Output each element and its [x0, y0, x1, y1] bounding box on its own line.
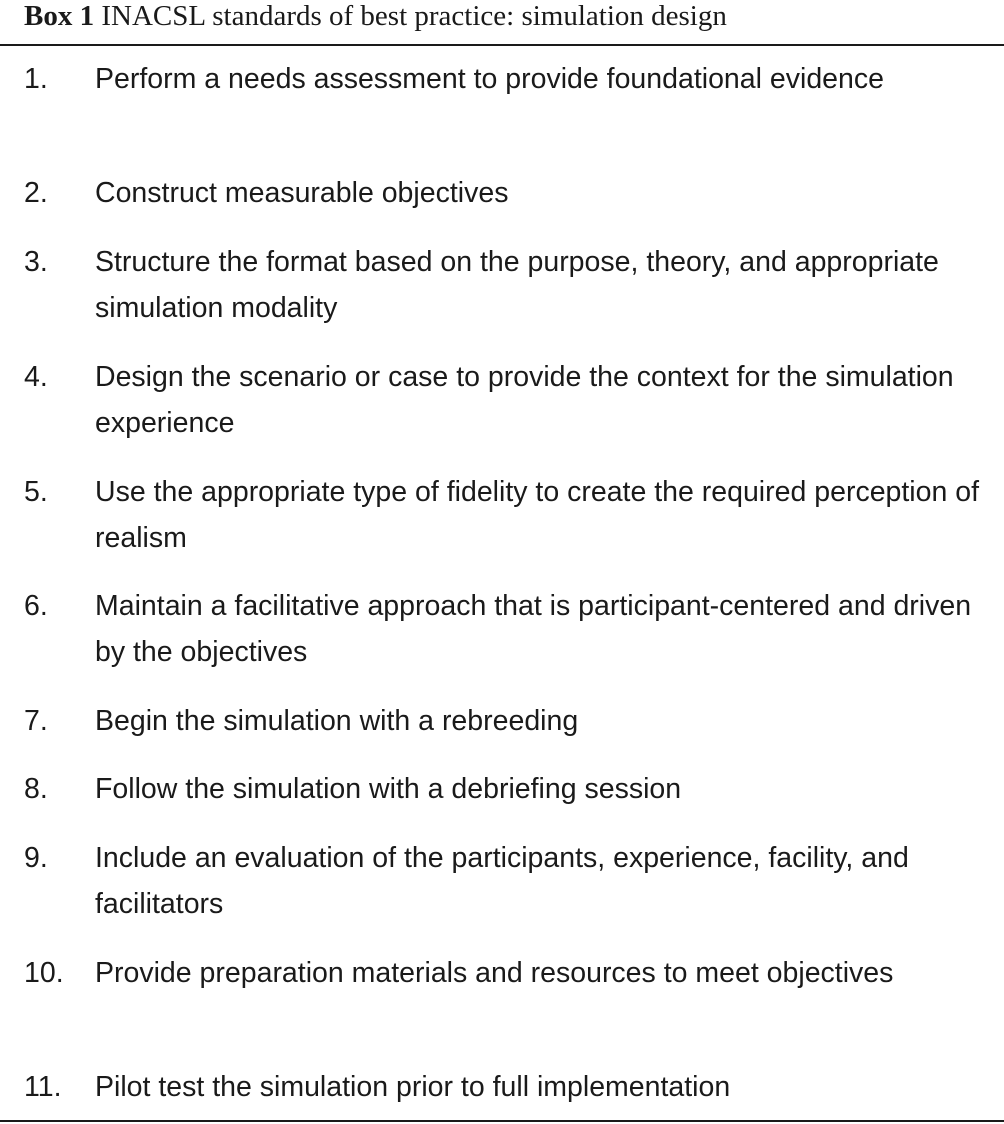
item-number: 8. [24, 773, 48, 805]
box-title: INACSL standards of best practice: simulation design [101, 0, 727, 32]
item-number: 5. [24, 476, 48, 508]
item-text: Maintain a facilitative approach that is participant-centered and driven by the objectives [95, 590, 972, 668]
item-text: Construct measurable objectives [95, 177, 509, 209]
item-text: Follow the simulation with a debriefing session [95, 773, 682, 805]
item-text: Use the appropriate type of fidelity to create the required perception of realism [95, 476, 980, 554]
item-text: Provide preparation materials and resources to meet objectives [95, 957, 894, 989]
item-text: Include an evaluation of the participants, experience, facility, and facilitators [95, 842, 909, 920]
item-number: 1. [24, 63, 48, 95]
item-number: 6. [24, 590, 48, 622]
item-text: Structure the format based on the purpose, theory, and appropriate simulation modality [95, 246, 939, 324]
item-number: 2. [24, 177, 48, 209]
bottom-rule [0, 1120, 1004, 1122]
item-number: 9. [24, 842, 48, 874]
item-number: 11. [24, 1071, 62, 1103]
item-text: Pilot test the simulation prior to full implementation [95, 1071, 731, 1103]
item-number: 10. [24, 957, 64, 989]
top-rule [0, 44, 1004, 46]
box-label: Box 1 [24, 0, 95, 32]
item-number: 3. [24, 246, 48, 278]
item-text: Begin the simulation with a rebreeding [95, 705, 579, 737]
item-text: Design the scenario or case to provide the context for the simulation experience [95, 361, 954, 439]
box-caption [24, 0, 727, 32]
item-number: 7. [24, 705, 48, 737]
item-number: 4. [24, 361, 48, 393]
item-text: Perform a needs assessment to provide foundational evidence [95, 63, 884, 95]
